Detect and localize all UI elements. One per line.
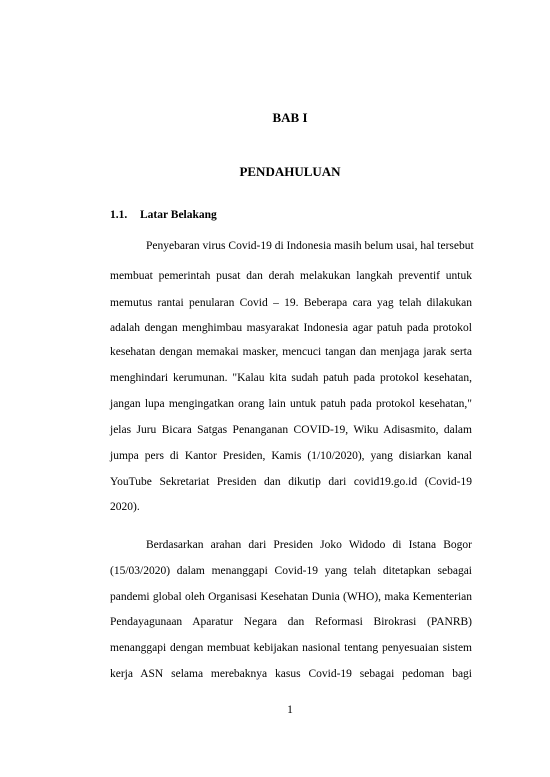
paragraph-1-line: YouTube Sekretariat Presiden dan dikutip dari covid19.go.id (Covid-19 [110,476,472,488]
paragraph-2-line: (15/03/2020) dalam menanggapi Covid-19 yang telah ditetapkan sebagai [110,565,472,577]
paragraph-2-line: kerja ASN selama merebaknya kasus Covid-19 sebagai pedoman bagi [110,668,472,680]
paragraph-2-line: menanggapi dengan membuat kebijakan nasional tentang penyesuaian sistem [110,642,472,654]
paragraph-1-line: 2020). [110,501,140,513]
section-title: Latar Belakang [140,209,217,221]
paragraph-1-line: jumpa pers di Kantor Presiden, Kamis (1/10/2020), yang disiarkan kanal [110,450,472,462]
chapter-number: BAB I [272,110,308,125]
paragraph-1-line: jelas Juru Bicara Satgas Penanganan COVID-19, Wiku Adisasmito, dalam [110,424,472,436]
paragraph-2-line: Pendayagunaan Aparatur Negara dan Reformasi Birokrasi (PANRB) [110,616,472,628]
paragraph-1-line: membuat pemerintah pusat dan derah melakukan langkah preventif untuk [110,270,472,282]
paragraph-1-line: memutus rantai penularan Covid – 19. Beberapa cara yag telah dilakukan [110,297,472,309]
paragraph-2-line: Berdasarkan arahan dari Presiden Joko Widodo di Istana Bogor [146,539,472,551]
chapter-title: PENDAHULUAN [239,164,341,179]
paragraph-2-line: pandemi global oleh Organisasi Kesehatan Dunia (WHO), maka Kementerian [110,591,472,603]
section-number: 1.1. [110,209,128,221]
paragraph-1-line: kesehatan dengan memakai masker, mencuci tangan dan menjaga jarak serta [110,346,472,358]
section-heading [110,207,217,223]
paragraph-1-line: menghindari kerumunan. "Kalau kita sudah patuh pada protokol kesehatan, [110,372,472,384]
paragraph-1-line: jangan lupa mengingatkan orang lain untuk patuh pada protokol kesehatan," [110,398,472,410]
page-number: 1 [287,704,293,716]
paragraph-1-line: Penyebaran virus Covid-19 di Indonesia masih belum usai, hal tersebut [146,240,474,252]
paragraph-1-line: adalah dengan menghimbau masyarakat Indonesia agar patuh pada protokol [110,322,472,334]
